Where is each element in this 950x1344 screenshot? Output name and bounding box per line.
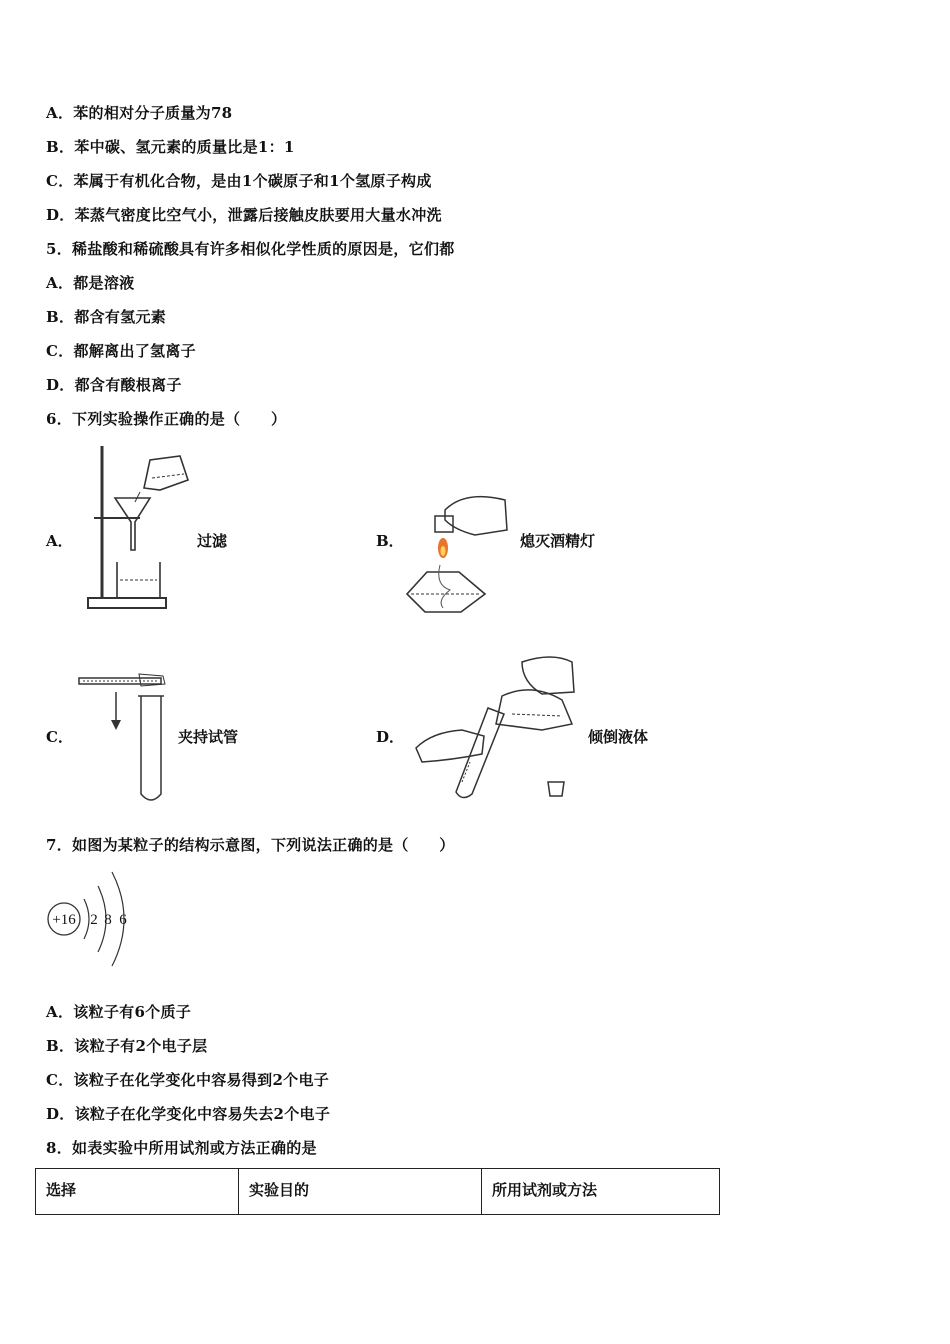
atom-structure-diagram	[44, 864, 134, 974]
shell-2-electrons: 8	[104, 912, 112, 928]
pouring-liquid-image	[412, 652, 587, 807]
q7-option-c: C．该粒子在化学变化中容易得到2个电子	[46, 1071, 330, 1089]
filtration-apparatus-image	[80, 440, 200, 615]
q4-option-b: B．苯中碳、氢元素的质量比是1：1	[46, 138, 295, 156]
q8-table	[35, 1168, 720, 1215]
q4-option-c: C．苯属于有机化合物，是由1个碳原子和1个氢原子构成	[46, 172, 432, 190]
table-row	[36, 1169, 720, 1215]
q5-option-c: C．都解离出了氢离子	[46, 342, 196, 360]
nucleus-charge: +16	[52, 912, 76, 928]
alcohol-lamp-image	[405, 490, 515, 615]
q7-option-d: D．该粒子在化学变化中容易失去2个电子	[46, 1105, 331, 1123]
q8-stem: 8．如表实验中所用试剂或方法正确的是	[46, 1139, 317, 1157]
q6-option-b-letter: B．	[376, 532, 404, 550]
q6-option-d-letter: D．	[376, 728, 405, 746]
q6-option-a-caption: 过滤	[197, 532, 228, 550]
q6-stem: 6．下列实验操作正确的是（ ）	[46, 410, 287, 428]
table-header-method: 所用试剂或方法	[482, 1169, 720, 1215]
q7-option-b: B．该粒子有2个电子层	[46, 1037, 208, 1055]
q6-option-c-caption: 夹持试管	[178, 728, 239, 746]
shell-1-electrons: 2	[90, 912, 98, 928]
q6-option-a-letter: A．	[46, 532, 73, 550]
q4-option-a: A．苯的相对分子质量为78	[46, 104, 233, 122]
q6-option-c-letter: C．	[46, 728, 73, 746]
table-header-choice: 选择	[36, 1169, 239, 1215]
q5-stem: 5．稀盐酸和稀硫酸具有许多相似化学性质的原因是，它们都	[46, 240, 455, 258]
q4-option-d: D．苯蒸气密度比空气小，泄露后接触皮肤要用大量水冲洗	[46, 206, 442, 224]
shell-3-electrons: 6	[119, 912, 127, 928]
q6-option-b-caption: 熄灭酒精灯	[520, 532, 596, 550]
q7-stem: 7．如图为某粒子的结构示意图，下列说法正确的是（ ）	[46, 836, 455, 854]
q5-option-b: B．都含有氢元素	[46, 308, 167, 326]
q7-option-a: A．该粒子有6个质子	[46, 1003, 192, 1021]
q6-option-d-caption: 倾倒液体	[588, 728, 649, 746]
q5-option-d: D．都含有酸根离子	[46, 376, 182, 394]
q5-option-a: A．都是溶液	[46, 274, 135, 292]
table-header-purpose: 实验目的	[239, 1169, 482, 1215]
test-tube-holder-image	[75, 670, 175, 810]
